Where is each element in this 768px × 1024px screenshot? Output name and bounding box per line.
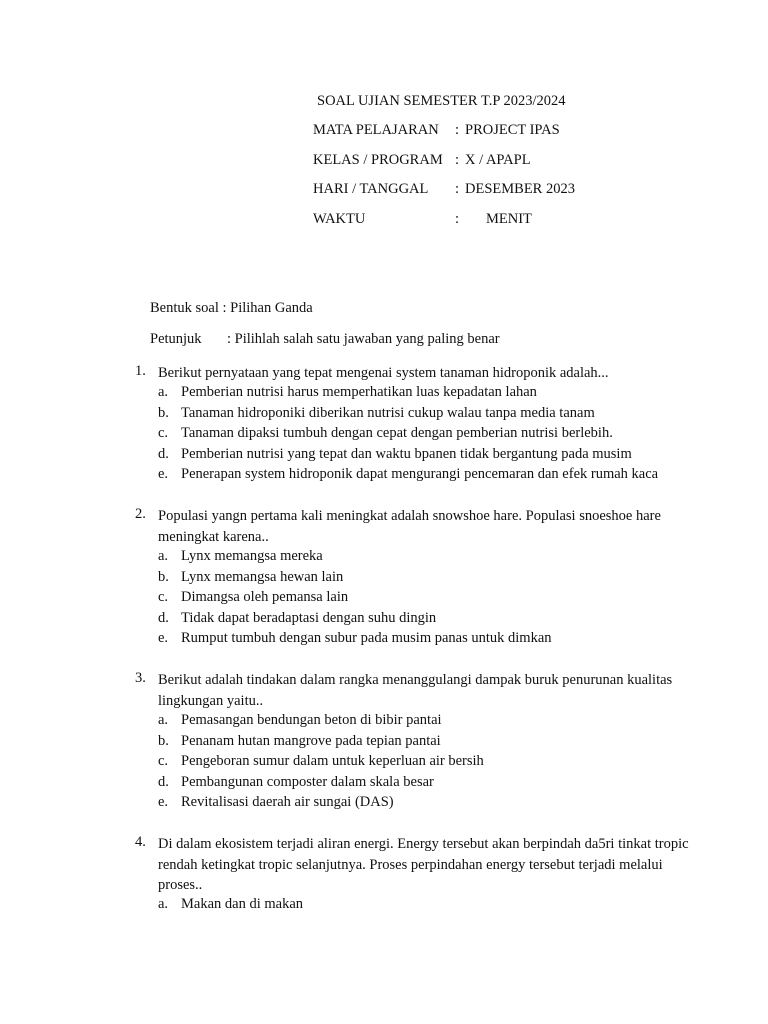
option-text: Pemasangan bendungan beton di bibir pantai (181, 712, 442, 728)
option-text: Revitalisasi daerah air sungai (DAS) (181, 794, 394, 810)
option-text: Penanam hutan mangrove pada tepian pantai (181, 732, 441, 749)
question-type (150, 300, 313, 317)
option-list (158, 710, 718, 813)
option-text: Makan dan di makan (181, 896, 304, 912)
option-item (158, 608, 718, 629)
question-text: Berikut adalah tindakan dalam rangka menanggulangi dampak buruk penurunan kualitas lingkungan yaitu.. (158, 672, 673, 709)
option-text: Lynx memangsa hewan lain (181, 568, 344, 585)
option-item (158, 894, 718, 915)
option-text: Penerapan system hidroponik dapat mengurangi pencemaran dan efek rumah kaca (181, 466, 659, 482)
option-letter: b. (158, 404, 169, 421)
option-letter: c. (158, 589, 169, 605)
option-letter: e. (158, 630, 169, 646)
instructions-text: : Pilihlah salah satu jawaban yang paling benar (227, 331, 500, 347)
option-letter: e. (158, 794, 169, 810)
header-colon: : (455, 181, 460, 197)
option-item (158, 792, 718, 813)
header-colon: : (455, 122, 460, 138)
header-label: KELAS / PROGRAM (313, 152, 443, 168)
option-text: Rumput tumbuh dengan subur pada musim panas untuk dimkan (181, 630, 552, 646)
option-text: Tanaman dipaksi tumbuh dengan cepat dengan pemberian nutrisi berlebih. (181, 425, 613, 441)
header-value: PROJECT IPAS (465, 122, 560, 138)
exam-title: SOAL UJIAN SEMESTER T.P 2023/2024 (317, 93, 566, 109)
question-text: Populasi yangn pertama kali meningkat adalah snowshoe hare. Populasi snoeshoe hare meningkat karena.. (158, 508, 661, 545)
option-letter: e. (158, 466, 169, 482)
option-letter: a. (158, 548, 169, 564)
option-letter: b. (158, 568, 169, 585)
header-colon: : (455, 211, 460, 227)
option-letter: a. (158, 384, 169, 400)
option-text: Lynx memangsa mereka (181, 548, 323, 564)
option-text: Tanaman hidroponiki diberikan nutrisi cukup walau tanpa media tanam (181, 404, 595, 421)
option-letter: d. (158, 773, 169, 790)
option-letter: c. (158, 425, 169, 441)
option-item (158, 731, 718, 752)
question-number: 2. (135, 506, 146, 522)
option-item (158, 444, 718, 465)
question-number: 1. (135, 363, 146, 379)
header-value: MENIT (486, 211, 532, 227)
option-text: Dimangsa oleh pemansa lain (181, 589, 349, 605)
option-list (158, 546, 718, 649)
question-number: 3. (135, 670, 146, 686)
option-list (158, 894, 718, 915)
option-item (158, 587, 718, 608)
question-number: 4. (135, 834, 146, 850)
option-letter: b. (158, 732, 169, 749)
option-text: Pengeboran sumur dalam untuk keperluan air bersih (181, 753, 484, 769)
option-list (158, 382, 718, 485)
question-text: Di dalam ekosistem terjadi aliran energi. Energy tersebut akan berpindah da5ri tinkat tropic rendah ketingkat tropic selanjutnya. Proses perpindahan energy tersebut terjadi melalui proses.. (158, 836, 689, 893)
header-value: X / APAPL (465, 152, 531, 168)
option-letter: d. (158, 609, 169, 626)
option-letter: c. (158, 753, 169, 769)
instructions-label: Petunjuk (150, 331, 202, 347)
option-item (158, 751, 718, 772)
option-item (158, 464, 718, 485)
option-item (158, 382, 718, 403)
option-item (158, 710, 718, 731)
header-colon: : (455, 152, 460, 168)
option-item (158, 567, 718, 588)
header-label: HARI / TANGGAL (313, 181, 429, 197)
header-value: DESEMBER 2023 (465, 181, 575, 197)
header-label: MATA PELAJARAN (313, 122, 439, 138)
option-text: Tidak dapat beradaptasi dengan suhu dingin (181, 609, 437, 626)
option-item (158, 772, 718, 793)
option-letter: d. (158, 445, 169, 462)
option-item (158, 628, 718, 649)
option-item (158, 403, 718, 424)
option-letter: a. (158, 896, 169, 912)
option-letter: a. (158, 712, 169, 728)
option-item (158, 546, 718, 567)
question-text: Berikut pernyataan yang tepat mengenai system tanaman hidroponik adalah... (158, 365, 609, 381)
option-text: Pemberian nutrisi harus memperhatikan luas kepadatan lahan (181, 384, 537, 400)
question-type-text: Bentuk soal : Pilihan Ganda (150, 300, 313, 316)
option-item (158, 423, 718, 444)
option-text: Pemberian nutrisi yang tepat dan waktu bpanen tidak bergantung pada musim (181, 445, 632, 462)
header-label: WAKTU (313, 211, 366, 227)
option-text: Pembangunan composter dalam skala besar (181, 773, 434, 790)
